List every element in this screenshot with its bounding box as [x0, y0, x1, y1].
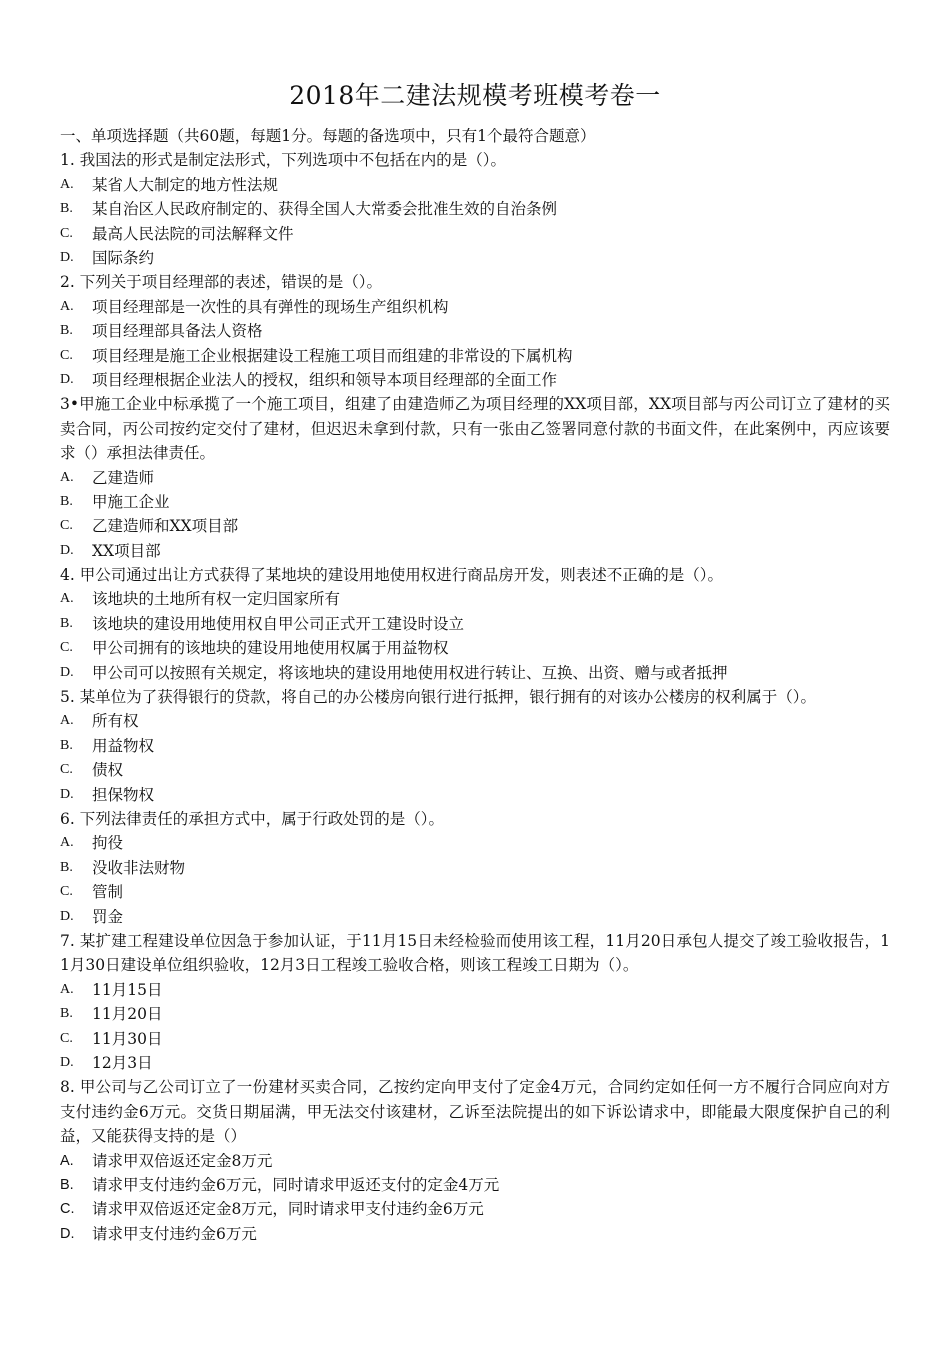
option-text: 请求甲双倍返还定金8万元: [92, 1151, 273, 1170]
option-letter: B.: [60, 1176, 74, 1193]
option-1d: [60, 246, 890, 270]
option-text: 没收非法财物: [92, 858, 186, 877]
option-6c: [60, 880, 890, 904]
option-text: 最高人民法院的司法解释文件: [92, 224, 294, 243]
option-text: 乙建造师和XX项目部: [92, 517, 239, 536]
option-text: 甲公司可以按照有关规定，将该地块的建设用地使用权进行转让、互换、出资、赠与或者抵押: [92, 663, 728, 682]
option-text: 国际条约: [92, 248, 155, 267]
option-2d: [60, 368, 890, 392]
option-text: 项目经理部是一次性的具有弹性的现场生产组织机构: [92, 297, 449, 316]
page-title: 2018年二建法规模考班模考卷一: [289, 81, 661, 110]
question-stem-6: 6. 下列法律责任的承担方式中，属于行政处罚的是（）。: [60, 809, 444, 828]
option-text: 用益物权: [92, 736, 155, 755]
option-letter: D.: [60, 249, 74, 265]
section-header: 一、单项选择题（共60题，每题1分。每题的备选项中，只有1个最符合题意）: [60, 127, 596, 145]
option-5b: [60, 734, 890, 758]
option-text: 该地块的土地所有权一定归国家所有: [92, 590, 341, 609]
option-letter: D.: [60, 908, 74, 924]
option-letter: D.: [60, 786, 74, 802]
option-letter: B.: [60, 859, 73, 875]
option-text: 请求甲双倍返还定金8万元，同时请求甲支付违约金6万元: [92, 1200, 484, 1219]
option-8c: [60, 1197, 890, 1221]
option-letter: D.: [60, 1054, 74, 1070]
option-2b: [60, 319, 890, 343]
option-text: 请求甲支付违约金6万元: [92, 1224, 257, 1243]
option-text: 拘役: [92, 834, 124, 853]
question-stem-1: 1. 我国法的形式是制定法形式，下列选项中不包括在内的是（）。: [60, 151, 506, 170]
option-text: 罚金: [92, 907, 124, 926]
option-8a: [60, 1149, 890, 1173]
document-body: [60, 124, 890, 1246]
option-2a: [60, 295, 890, 319]
option-text: 11月15日: [92, 980, 163, 999]
option-8b: [60, 1173, 890, 1197]
option-letter: C.: [60, 347, 73, 363]
option-letter: C.: [60, 1201, 75, 1218]
option-6a: [60, 831, 890, 855]
option-text: 11月20日: [92, 1005, 163, 1024]
option-5a: [60, 709, 890, 733]
question-stem-2: 2. 下列关于项目经理部的表述，错误的是（）。: [60, 273, 382, 292]
option-3b: [60, 490, 890, 514]
option-text: 请求甲支付违约金6万元，同时请求甲返还支付的定金4万元: [92, 1175, 500, 1194]
option-2c: [60, 344, 890, 368]
option-letter: B.: [60, 201, 73, 217]
option-5c: [60, 758, 890, 782]
option-text: 项目经理是施工企业根据建设工程施工项目而组建的非常设的下属机构: [92, 346, 573, 365]
option-1a: [60, 173, 890, 197]
option-letter: A.: [60, 176, 74, 192]
option-text: 某自治区人民政府制定的、获得全国人大常委会批准生效的自治条例: [92, 200, 558, 219]
option-letter: A.: [60, 835, 74, 851]
option-text: 甲公司拥有的该地块的建设用地使用权属于用益物权: [92, 639, 449, 658]
option-7a: [60, 978, 890, 1002]
option-letter: D.: [60, 542, 74, 558]
option-letter: A.: [60, 981, 74, 997]
option-letter: B.: [60, 737, 73, 753]
question-stem-5: 5. 某单位为了获得银行的贷款，将自己的办公楼房向银行进行抵押，银行拥有的对该办公楼房的权利属于（）。: [60, 688, 816, 707]
option-letter: B.: [60, 1006, 73, 1022]
option-letter: A.: [60, 469, 74, 485]
option-letter: D.: [60, 1225, 75, 1242]
option-3a: [60, 466, 890, 490]
option-letter: D.: [60, 664, 74, 680]
option-letter: B.: [60, 493, 73, 509]
option-text: 管制: [92, 883, 124, 902]
option-letter: A.: [60, 591, 74, 607]
option-letter: A.: [60, 298, 74, 314]
option-text: 乙建造师: [92, 468, 155, 487]
option-letter: B.: [60, 615, 73, 631]
question-stem-7: 7. 某扩建工程建设单位因急于参加认证，于11月15日未经检验而使用该工程，11月20日承包人提交了竣工验收报告，11月30日建设单位组织验收，12月3日工程竣工验收合格，则该工程竣工日期为（）。: [60, 931, 890, 975]
option-4a: [60, 587, 890, 611]
option-4d: [60, 661, 890, 685]
option-text: 该地块的建设用地使用权自甲公司正式开工建设时设立: [92, 614, 465, 633]
option-text: 12月3日: [92, 1053, 153, 1072]
option-text: 11月30日: [92, 1029, 163, 1048]
option-letter: C.: [60, 225, 73, 241]
option-7c: [60, 1027, 890, 1051]
option-letter: C.: [60, 518, 73, 534]
option-text: 项目经理根据企业法人的授权，组织和领导本项目经理部的全面工作: [92, 370, 558, 389]
option-4b: [60, 612, 890, 636]
option-letter: D.: [60, 371, 74, 387]
option-8d: [60, 1222, 890, 1246]
option-text: 所有权: [92, 712, 139, 731]
option-text: 甲施工企业: [92, 492, 170, 511]
option-letter: C.: [60, 884, 73, 900]
option-letter: C.: [60, 762, 73, 778]
option-text: 项目经理部具备法人资格: [92, 322, 263, 341]
option-letter: C.: [60, 640, 73, 656]
option-letter: A.: [60, 713, 74, 729]
option-5d: [60, 783, 890, 807]
option-6b: [60, 856, 890, 880]
option-text: 债权: [92, 761, 124, 780]
option-3d: [60, 539, 890, 563]
option-4c: [60, 636, 890, 660]
option-7b: [60, 1002, 890, 1026]
option-letter: B.: [60, 323, 73, 339]
question-stem-4: 4. 甲公司通过出让方式获得了某地块的建设用地使用权进行商品房开发，则表述不正确的是（）。: [60, 566, 723, 585]
option-3c: [60, 514, 890, 538]
option-1c: [60, 222, 890, 246]
option-1b: [60, 197, 890, 221]
option-letter: A.: [60, 1152, 74, 1169]
option-text: 某省人大制定的地方性法规: [92, 175, 279, 194]
option-text: 担保物权: [92, 785, 155, 804]
option-6d: [60, 905, 890, 929]
option-letter: C.: [60, 1030, 73, 1046]
option-7d: [60, 1051, 890, 1075]
question-stem-8: 8. 甲公司与乙公司订立了一份建材买卖合同，乙按约定向甲支付了定金4万元，合同约定如任何一方不履行合同应向对方支付违约金6万元。交货日期届满，甲无法交付该建材，乙诉至法院提出的如下诉讼请求中，即能最大限度保护自己的利益，又能获得支持的是（）: [60, 1078, 890, 1146]
option-text: XX项目部: [92, 541, 161, 560]
question-stem-3: 3•甲施工企业中标承揽了一个施工项目，组建了由建造师乙为项目经理的XX项目部，XX项目部与丙公司订立了建材的买卖合同，丙公司按约定交付了建材，但迟迟未拿到付款，只有一张由乙签署同意付款的书面文件，在此案例中，丙应该要求（）承担法律责任。: [60, 395, 890, 463]
